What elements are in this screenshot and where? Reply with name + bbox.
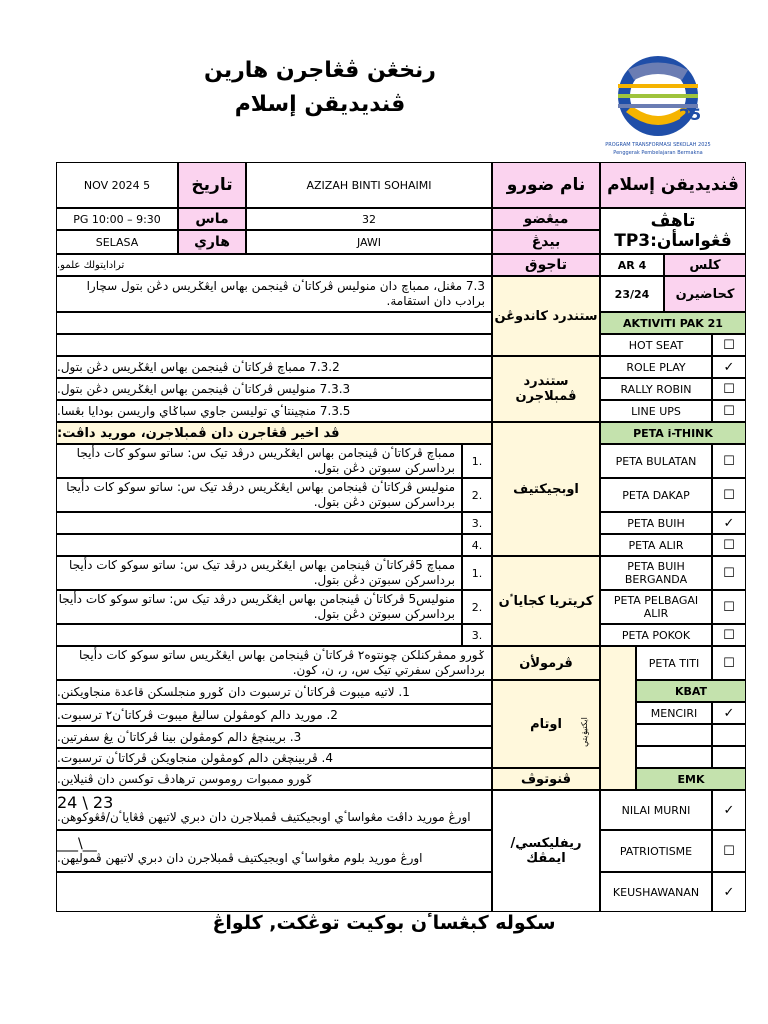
pak21-hot-seat-checkbox[interactable]: ☐ — [712, 334, 746, 356]
ithink-peta-alir-checkbox[interactable]: ☐ — [712, 534, 746, 556]
ithink-peta-dakap-checkbox[interactable]: ☐ — [712, 478, 746, 512]
pak21-hot-seat: HOT SEAT — [600, 334, 712, 356]
kbat-menciri: MENCIRI — [636, 702, 712, 724]
standard-learning-item-1: 7.3.2 ممباچ ڤركاتاٴن ڤينجمن بهاس ايڠݢريس دڠن بتول. — [56, 356, 492, 378]
main-item-1: 1. لاتيه ميبوت ڤركاتاٴن ترسبوت دان ݢورو منجلسكن قاعدة منجاويكنن. — [56, 680, 492, 704]
week-value: 32 — [246, 208, 492, 230]
ithink-peta-titi-checkbox[interactable]: ☐ — [712, 646, 746, 680]
objective-label: اوبجيكتيف — [492, 422, 600, 556]
criteria-number-1: 1. — [462, 556, 492, 590]
teacher-name: AZIZAH BINTI SOHAIMI — [246, 162, 492, 208]
objective-number-4: 4. — [462, 534, 492, 556]
topic-label: تاجوق — [492, 254, 600, 276]
reflection-fraction-1: 23 \ 24 — [57, 793, 114, 812]
reflection-empty — [56, 872, 492, 912]
field-value: JAWI — [246, 230, 492, 254]
kbat-empty-1 — [636, 724, 712, 746]
intro-label: ڤرمولأن — [492, 646, 600, 680]
ithink-peta-buih: PETA BUIH — [600, 512, 712, 534]
criteria-item-3 — [56, 624, 462, 646]
main-item-3: 3. بريبنچڠ دالم كومڤولن بينا ڤركاتاٴن يڠ سفرتين. — [56, 726, 492, 748]
ithink-peta-alir: PETA ALIR — [600, 534, 712, 556]
ithink-peta-bulatan: PETA BULATAN — [600, 444, 712, 478]
criteria-label: كريتريا كجاياٴن — [492, 556, 600, 646]
date-value: NOV 2024 5 — [56, 162, 178, 208]
main-item-4: 4. ڤربينچڠن دالم كومڤولن منجاويكن ڤركاتاٴن ترسبوت. — [56, 748, 492, 768]
logo-number: 25 — [678, 105, 702, 124]
field-label: بيدڠ — [492, 230, 600, 254]
reflection-fraction-2: __\___ — [57, 836, 97, 852]
reflection-item-1 — [56, 790, 492, 830]
nilai-murni-checkbox[interactable]: ✓ — [712, 790, 746, 830]
objective-item-2: منوليس ڤركاتاٴن ڤينجامن بهاس ايڠݢريس درڤد تيک س: ساتو سوکو کات دأيجا برداسرکن سبوتن دڠن بتول. — [56, 478, 462, 512]
objective-item-4 — [56, 534, 462, 556]
reflection-item-2 — [56, 830, 492, 872]
closing-text: ݢورو ممبوات روموسن ترهادڤ توكسن دان ڤنيلاين. — [56, 768, 492, 790]
main-side-label: ايکتيۏيتي — [580, 717, 589, 747]
pak21-rally-robin: RALLY ROBIN — [600, 378, 712, 400]
tahap-title: تاهڤ ڤڠواسأن:TP3 — [600, 208, 746, 254]
standard-content-label: ستندرد كاندوڠن — [492, 276, 600, 356]
objective-number-2: 2. — [462, 478, 492, 512]
closing-label: ڤنوتوڤ — [492, 768, 600, 790]
time-label: ماس — [178, 208, 246, 230]
standard-content-empty-2 — [56, 334, 492, 356]
pak21-role-play-checkbox[interactable]: ✓ — [712, 356, 746, 378]
ithink-peta-buih-berganda: PETA BUIH BERGANDA — [600, 556, 712, 590]
objective-item-1: ممباچ ڤركاتاٴن ڤينجامن بهاس ايڠݢريس درڤد تيک س: ساتو سوکو کات دأيجا برداسرکن سبوتن دڠن بتول. — [56, 444, 462, 478]
reflection-label: ريفليكسي/ ايمڤك — [492, 790, 600, 912]
ithink-peta-pelbagai-alir: PETA PELBAGAI ALIR — [600, 590, 712, 624]
kbat-empty-1-checkbox[interactable] — [712, 724, 746, 746]
class-value: AR 4 — [600, 254, 664, 276]
pak21-line-ups-checkbox[interactable]: ☐ — [712, 400, 746, 422]
ithink-peta-pokok-checkbox[interactable]: ☐ — [712, 624, 746, 646]
main-item-2: 2. موريد دالم كومڤولن ساليڠ ميبوت ڤركاتاٴن٢ ترسبوت. — [56, 704, 492, 726]
keushawanan: KEUSHAWANAN — [600, 872, 712, 912]
day-value: SELASA — [56, 230, 178, 254]
kbat-empty-2 — [636, 746, 712, 768]
pak21-line-ups: LINE UPS — [600, 400, 712, 422]
date-label: تاريخ — [178, 162, 246, 208]
ithink-peta-titi: PETA TITI — [636, 646, 712, 680]
attendance-label: كحاضيرن — [664, 276, 746, 312]
pak21-heading: AKTIVITI PAK 21 — [600, 312, 746, 334]
ithink-peta-bulatan-checkbox[interactable]: ☐ — [712, 444, 746, 478]
logo-caption2: Penggerak Pembelajaran Bermakna — [613, 150, 703, 156]
main-label: اوتام — [492, 680, 600, 768]
ithink-peta-dakap: PETA DAKAP — [600, 478, 712, 512]
ithink-peta-pokok: PETA POKOK — [600, 624, 712, 646]
ithink-heading: PETA i-THINK — [600, 422, 746, 444]
pak21-role-play: ROLE PLAY — [600, 356, 712, 378]
ithink-peta-buih-berganda-checkbox[interactable]: ☐ — [712, 556, 746, 590]
ithink-peta-buih-checkbox[interactable]: ✓ — [712, 512, 746, 534]
kbat-menciri-checkbox[interactable]: ✓ — [712, 702, 746, 724]
patriotisme-checkbox[interactable]: ☐ — [712, 830, 746, 872]
objective-heading: ڤد اخير ڤڠاجرن دان ڤمبلاجرن، موريد داڤت: — [56, 422, 492, 444]
class-label: كلس — [664, 254, 746, 276]
time-value: PG 10:00 – 9:30 — [56, 208, 178, 230]
topic-value: ترادايتولك علمو. — [56, 254, 492, 276]
week-label: ميڠضو — [492, 208, 600, 230]
criteria-item-2: منوليس5 ڤركاتاٴن ڤينجامن بهاس ايڠݢريس درڤد تيک س: ساتو سوکو کات دأيجا برداسرکن سبوتن دڠن بتول. — [56, 590, 462, 624]
pak21-rally-robin-checkbox[interactable]: ☐ — [712, 378, 746, 400]
nilai-murni: NILAI MURNI — [600, 790, 712, 830]
school-name: سكوله كبڠساٴن بوكيت توڠكت, كلواڠ — [212, 912, 556, 934]
objective-item-3 — [56, 512, 462, 534]
ithink-peta-pelbagai-alir-checkbox[interactable]: ☐ — [712, 590, 746, 624]
criteria-number-3: 3. — [462, 624, 492, 646]
reflection-text-2: اورڠ موريد بلوم مڠواساٴي اوبجيكتيف ڤمبلاجرن دان دبري لاتيهن ڤموليهن. — [57, 851, 423, 865]
logo-caption1: PROGRAM TRANSFORMASI SEKOLAH 2025 — [605, 142, 711, 148]
intro-text: ݢورو ممڤركنلكن چونتوه٢ ڤركاتاٴن ڤينجامن بهاس ايڠݢريس ساتو سوکو کات دأيجا برداسرکن سفرتي تيک س، ر، ن، كون. — [56, 646, 492, 680]
criteria-number-2: 2. — [462, 590, 492, 624]
standard-learning-label: ستندرد ڤمبلاجرن — [492, 356, 600, 422]
title-line1: رنخڠن ڤڠاجرن هارين — [204, 58, 436, 83]
subject-title: ڤنديديقن إسلام — [600, 162, 746, 208]
teacher-label: نام ضورو — [492, 162, 600, 208]
standard-learning-item-2: 7.3.3 منوليس ڤركاتاٴن ڤينجمن بهاس ايڠݢريس دڠن بتول. — [56, 378, 492, 400]
title-line2: ڤنديديقن إسلام — [234, 92, 406, 117]
patriotisme: PATRIOTISME — [600, 830, 712, 872]
standard-content-empty — [56, 312, 492, 334]
objective-number-3: 3. — [462, 512, 492, 534]
day-label: هاري — [178, 230, 246, 254]
objective-number-1: 1. — [462, 444, 492, 478]
keushawanan-checkbox[interactable]: ✓ — [712, 872, 746, 912]
emk-heading: EMK — [636, 768, 746, 790]
reflection-text-1: اورڠ موريد داڤت مڠواساٴي اوبجيكتيف ڤمبلاجرن دان دبري لاتيهن ڤڠاياٴن/ڤڠوكوهن. — [57, 810, 471, 824]
standard-content-item: 7.3 مڠنل، ممباچ دان منوليس ڤركاتاٴن ڤينجمن بهاس ايڠݢريس دڠن بتول سچارا برادب دان استقامة. — [56, 276, 492, 312]
criteria-item-1: ممباچ 5ڤركاتاٴن ڤينجامن بهاس ايڠݢريس درڤد تيک س: ساتو سوکو کات دأيجا برداسرکن سبوتن دڠن بتول. — [56, 556, 462, 590]
standard-learning-item-3: 7.3.5 منچينتاٴي توليسن جاوي سباݢاي واريسن بودايا بڠسا. — [56, 400, 492, 422]
attendance-value: 23/24 — [600, 276, 664, 312]
program-logo — [598, 50, 718, 160]
kbat-empty-2-checkbox[interactable] — [712, 746, 746, 768]
kbat-heading: KBAT — [636, 680, 746, 702]
